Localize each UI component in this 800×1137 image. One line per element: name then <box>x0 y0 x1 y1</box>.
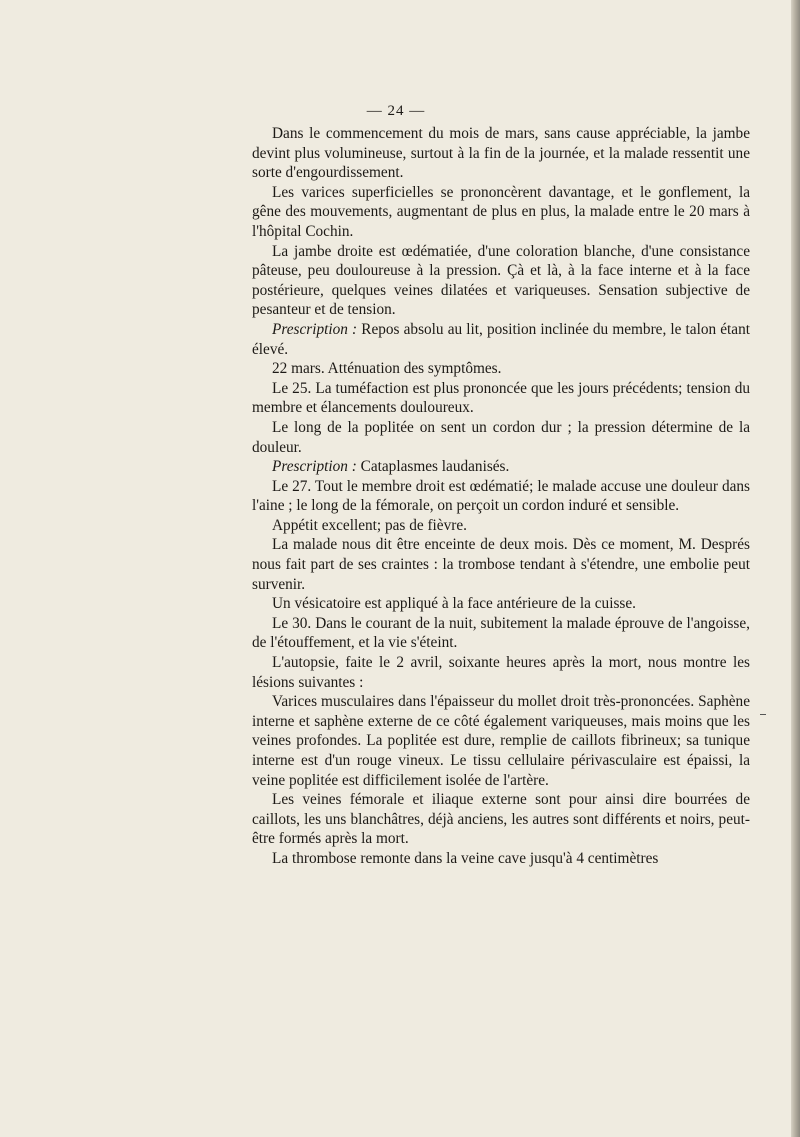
margin-mark <box>760 714 766 715</box>
paragraph-prescription <box>252 457 750 477</box>
paragraph: Le 27. Tout le membre droit est œdématié; le malade accuse une douleur dans l'aine ; le long de la fémorale, on perçoit un cordon induré et sensible. <box>252 477 750 515</box>
paragraph: Les veines fémorale et iliaque externe sont pour ainsi dire bourrées de caillots, les uns blanchâtres, déjà anciens, les autres sont différents et noirs, peut-être formés après la mort. <box>252 791 750 848</box>
paragraph: Les varices superficielles se prononcèrent davantage, et le gonflement, la gêne des mouvements, augmentant de plus en plus, la malade entre le 20 mars à l'hôpital Cochin. <box>252 183 750 240</box>
paragraph: 22 mars. Atténuation des symptômes. <box>272 360 502 378</box>
paragraph: La jambe droite est œdématiée, d'une coloration blanche, d'une consistance pâteuse, peu douloureuse à la pression. Çà et là, à la face interne et à la face postérieure, quelques veines dilatées et variqueuses. Sensation subjective de pesanteur et de tension. <box>252 242 750 319</box>
paragraph: Le 25. La tuméfaction est plus prononcée que les jours précédents; tension du membre et élancements douloureux. <box>252 379 750 417</box>
body-text <box>252 124 750 869</box>
paragraph: L'autopsie, faite le 2 avril, soixante heures après la mort, nous montre les lésions suivantes : <box>252 654 750 691</box>
page-number: — 24 — <box>366 103 426 119</box>
prescription-label: Prescription : <box>272 458 357 476</box>
paragraph: La thrombose remonte dans la veine cave jusqu'à 4 centimètres <box>272 849 659 867</box>
prescription-text: Repos absolu au lit, position inclinée du membre, le talon étant élevé. <box>252 320 750 358</box>
paragraph: Le 30. Dans le courant de la nuit, subitement la malade éprouve de l'angoisse, de l'étouffement, et la vie s'éteint. <box>252 614 750 652</box>
paragraph: Appétit excellent; pas de fièvre. <box>272 516 467 534</box>
paragraph-prescription <box>252 320 750 359</box>
paragraph: Le long de la poplitée on sent un cordon dur ; la pression détermine de la douleur. <box>252 418 750 456</box>
paragraph: Dans le commencement du mois de mars, sans cause appréciable, la jambe devint plus volumineuse, surtout à la fin de la journée, et la malade ressentit une sorte d'engourdissement. <box>252 125 750 182</box>
paragraph: La malade nous dit être enceinte de deux mois. Dès ce moment, M. Després nous fait part de ses craintes : la trombose tendant à s'étendre, une embolie peut survenir. <box>252 536 750 593</box>
prescription-label: Prescription : <box>272 320 358 338</box>
paragraph: Un vésicatoire est appliqué à la face antérieure de la cuisse. <box>272 595 636 613</box>
prescription-text: Cataplasmes laudanisés. <box>356 458 510 476</box>
binding-edge <box>791 0 800 1137</box>
paragraph: Varices musculaires dans l'épaisseur du mollet droit très-prononcées. Saphène interne et saphène externe de ce côté également variqueuses, mais moins que les veines profondes. La poplitée est dure, remplie de caillots fibrineux; sa tunique interne est d'un rouge vineux. Le tissu cellulaire périvasculaire est épaissi, la veine poplitée est difficilement isolée de l'artère. <box>252 693 750 789</box>
